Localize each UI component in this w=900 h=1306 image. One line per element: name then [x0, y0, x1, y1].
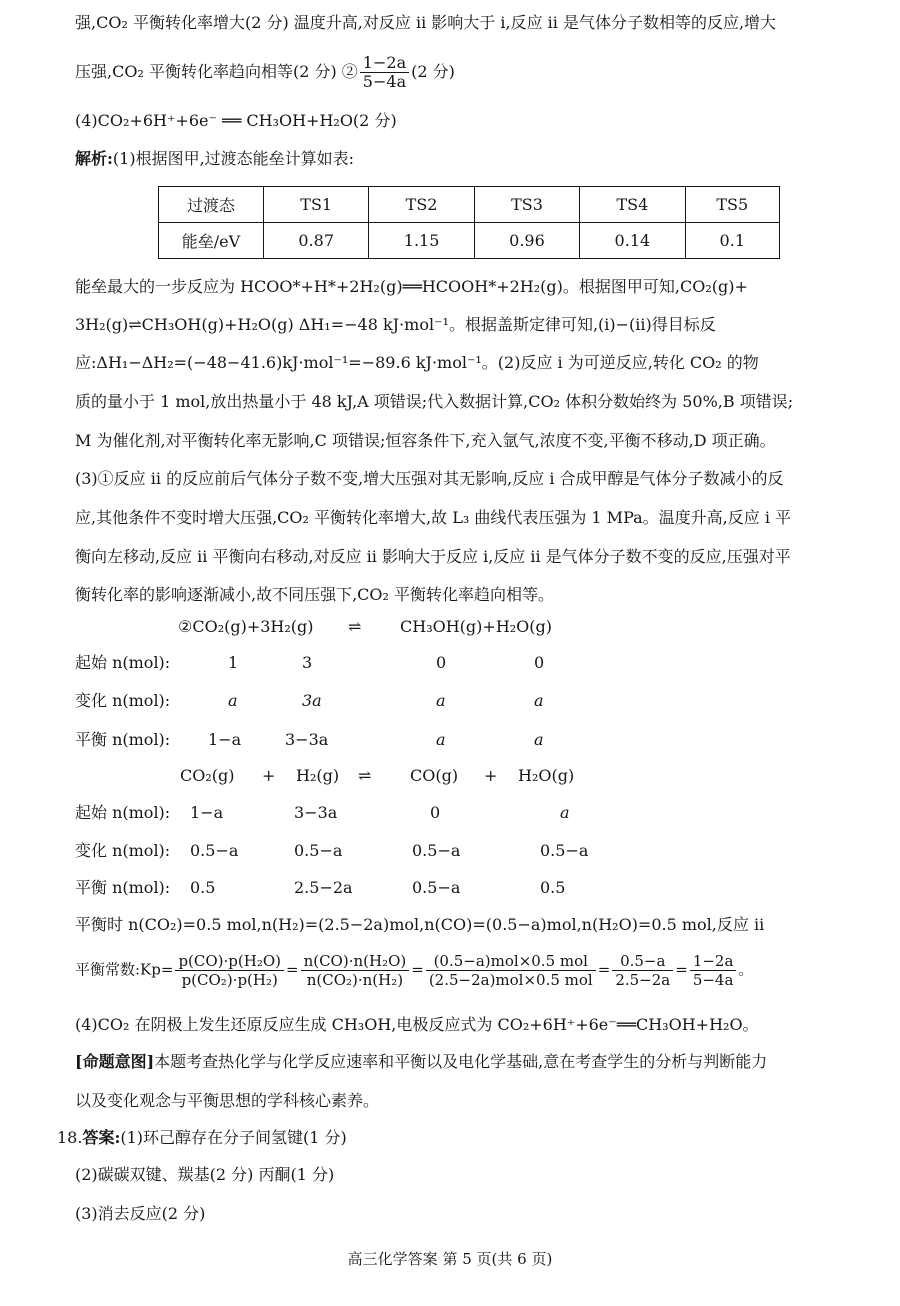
kp-formula: 平衡常数:Kp= $\frac{\text{p(CO)·p(H₂O)}}{\text{p(CO₂)·p(H₂)}}$ = $\frac{\text{n(CO)·n(H₂O)}}{\text{n(CO₂)·n(H₂)}}$ = $\frac{\text{(0.5−a)mol×0.5 mol}}{\text{(2.5−2a)mol×0.5 mol}}$ = $\frac{0.5-a}{2.5-2a}$ = $\frac{1-2a}{5-4a}$ 。 [75, 952, 754, 989]
table-cell: a [534, 691, 544, 710]
text-line: M 为催化剂,对平衡转化率无影响,C 项错误;恒容条件下,充入氩气,浓度不变,平衡不移动,D 项正确。 [75, 431, 776, 450]
row-label: 变化 n(mol): [75, 691, 171, 710]
table-cell: 0.5 [190, 878, 216, 897]
table-cell: 能垒/eV [159, 223, 264, 259]
table-cell: 0.5−a [540, 841, 589, 860]
table-cell: 0 [534, 653, 545, 672]
fraction: $\frac{\text{(0.5−a)mol×0.5 mol}}{\text{(2.5−2a)mol×0.5 mol}}$ [426, 952, 596, 989]
page-footer: 高三化学答案 第 5 页(共 6 页) [347, 1250, 553, 1268]
table-cell: 0.5−a [412, 841, 461, 860]
table-cell: 0 [430, 803, 441, 822]
table-cell: 3−3a [285, 730, 329, 749]
table-row [159, 187, 780, 223]
text-line: 应,其他条件不变时增大压强,CO₂ 平衡转化率增大,故 L₃ 曲线代表压强为 1 MPa。温度升高,反应 i 平 [75, 508, 792, 527]
text-line: 18.答案:(1)环己醇存在分子间氢键(1 分) [57, 1128, 347, 1147]
table-cell: 0.5−a [190, 841, 239, 860]
table-cell: 0.96 [474, 223, 579, 259]
fraction: $\frac{\text{n(CO)·n(H₂O)}}{\text{n(CO₂)·n(H₂)}}$ [301, 952, 410, 989]
intent-label: [命题意图] [75, 1052, 155, 1071]
text-line: 强,CO₂ 平衡转化率增大(2 分) 温度升高,对反应 ii 影响大于 i,反应 ii 是气体分子数相等的反应,增大 [75, 13, 777, 32]
table-cell: a [534, 730, 544, 749]
question-number: 18. [57, 1128, 83, 1147]
fraction: $\frac{0.5-a}{2.5-2a}$ [612, 952, 673, 989]
table-cell: TS5 [685, 187, 779, 223]
table-cell: 2.5−2a [294, 878, 353, 897]
table-cell: a [560, 803, 570, 822]
table-cell: TS1 [264, 187, 369, 223]
fraction: $\frac{1-2a}{5-4a}$ [360, 54, 409, 91]
text-line: 质的量小于 1 mol,放出热量小于 48 kJ,A 项错误;代入数据计算,CO₂ 体积分数始终为 50%,B 项错误; [75, 392, 794, 411]
text-line: (3)消去反应(2 分) [75, 1204, 206, 1223]
answer-label: 答案: [82, 1128, 121, 1147]
table-cell: 1.15 [369, 223, 474, 259]
row-label: 平衡 n(mol): [75, 730, 171, 749]
table-cell: a [436, 691, 446, 710]
table-cell: TS2 [369, 187, 474, 223]
plus-sign: + [484, 766, 498, 785]
table-row [159, 223, 780, 259]
table-cell: 3−3a [294, 803, 338, 822]
text-line: 压强,CO₂ 平衡转化率趋向相等(2 分) ② $\frac{1-2a}{5-4a}$ (2 分) [75, 53, 455, 91]
equation-right: CH₃OH(g)+H₂O(g) [400, 617, 553, 636]
text-line: [命题意图]本题考查热化学与化学反应速率和平衡以及电化学基础,意在考查学生的分析与判断能力 [75, 1052, 768, 1071]
table-cell: 0 [436, 653, 447, 672]
text-line: 解析:(1)根据图甲,过渡态能垒计算如表: [75, 149, 355, 168]
table-cell: TS4 [580, 187, 685, 223]
text-line: 能垒最大的一步反应为 HCOO*+H*+2H₂(g)══HCOOH*+2H₂(g)。根据图甲可知,CO₂(g)+ [75, 277, 748, 296]
text-line: 以及变化观念与平衡思想的学科核心素养。 [75, 1091, 380, 1110]
text-line: (4)CO₂+6H⁺+6e⁻ ══ CH₃OH+H₂O(2 分) [75, 111, 397, 130]
equilibrium-arrow-icon: ⇌ [358, 766, 372, 785]
table-cell: a [436, 730, 446, 749]
text-line: (4)CO₂ 在阴极上发生还原反应生成 CH₃OH,电极反应式为 CO₂+6H⁺+6e⁻══CH₃OH+H₂O。 [75, 1015, 759, 1034]
row-label: 起始 n(mol): [75, 653, 171, 672]
equation-left: ②CO₂(g)+3H₂(g) [178, 617, 314, 636]
text-line: 3H₂(g)⇌CH₃OH(g)+H₂O(g) ΔH₁=−48 kJ·mol⁻¹。根据盖斯定律可知,(i)−(ii)得目标反 [75, 315, 716, 334]
text-line: 应:ΔH₁−ΔH₂=(−48−41.6)kJ·mol⁻¹=−89.6 kJ·mol⁻¹。(2)反应 i 为可逆反应,转化 CO₂ 的物 [75, 353, 759, 372]
table-cell: 3a [302, 691, 322, 710]
text-line: (3)①反应 ii 的反应前后气体分子数不变,增大压强对其无影响,反应 i 合成甲醇是气体分子数减小的反 [75, 469, 784, 488]
fraction: $\frac{\text{p(CO)·p(H₂O)}}{\text{p(CO₂)·p(H₂)}}$ [175, 952, 284, 989]
equilibrium-arrow-icon: ⇌ [348, 617, 362, 636]
text-line: 衡转化率的影响逐渐减小,故不同压强下,CO₂ 平衡转化率趋向相等。 [75, 585, 555, 604]
row-label: 变化 n(mol): [75, 841, 171, 860]
table-cell: 0.14 [580, 223, 685, 259]
equation-term: H₂O(g) [518, 766, 575, 785]
text-line: 衡向左移动,反应 ii 平衡向右移动,对反应 ii 影响大于反应 i,反应 ii 是气体分子数不变的反应,压强对平 [75, 547, 791, 566]
table-cell: 1−a [190, 803, 224, 822]
table-cell: 0.5−a [294, 841, 343, 860]
transition-state-table [158, 186, 780, 259]
table-cell: 0.5−a [412, 878, 461, 897]
row-label: 起始 n(mol): [75, 803, 171, 822]
equation-term: H₂(g) [296, 766, 340, 785]
fraction: $\frac{1-2a}{5-4a}$ [690, 952, 737, 989]
table-cell: 0.87 [264, 223, 369, 259]
plus-sign: + [262, 766, 276, 785]
table-cell: 3 [302, 653, 313, 672]
table-cell: 1−a [208, 730, 242, 749]
table-cell: 0.5 [540, 878, 566, 897]
equation-term: CO₂(g) [180, 766, 235, 785]
analysis-label: 解析: [75, 149, 113, 168]
text-line: 平衡时 n(CO₂)=0.5 mol,n(H₂)=(2.5−2a)mol,n(CO)=(0.5−a)mol,n(H₂O)=0.5 mol,反应 ii [75, 915, 765, 934]
table-cell: a [228, 691, 238, 710]
equation-term: CO(g) [410, 766, 459, 785]
table-cell: 1 [228, 653, 239, 672]
table-cell: 过渡态 [159, 187, 264, 223]
table-cell: TS3 [474, 187, 579, 223]
table-cell: 0.1 [685, 223, 779, 259]
text-line: (2)碳碳双键、羰基(2 分) 丙酮(1 分) [75, 1165, 335, 1184]
row-label: 平衡 n(mol): [75, 878, 171, 897]
